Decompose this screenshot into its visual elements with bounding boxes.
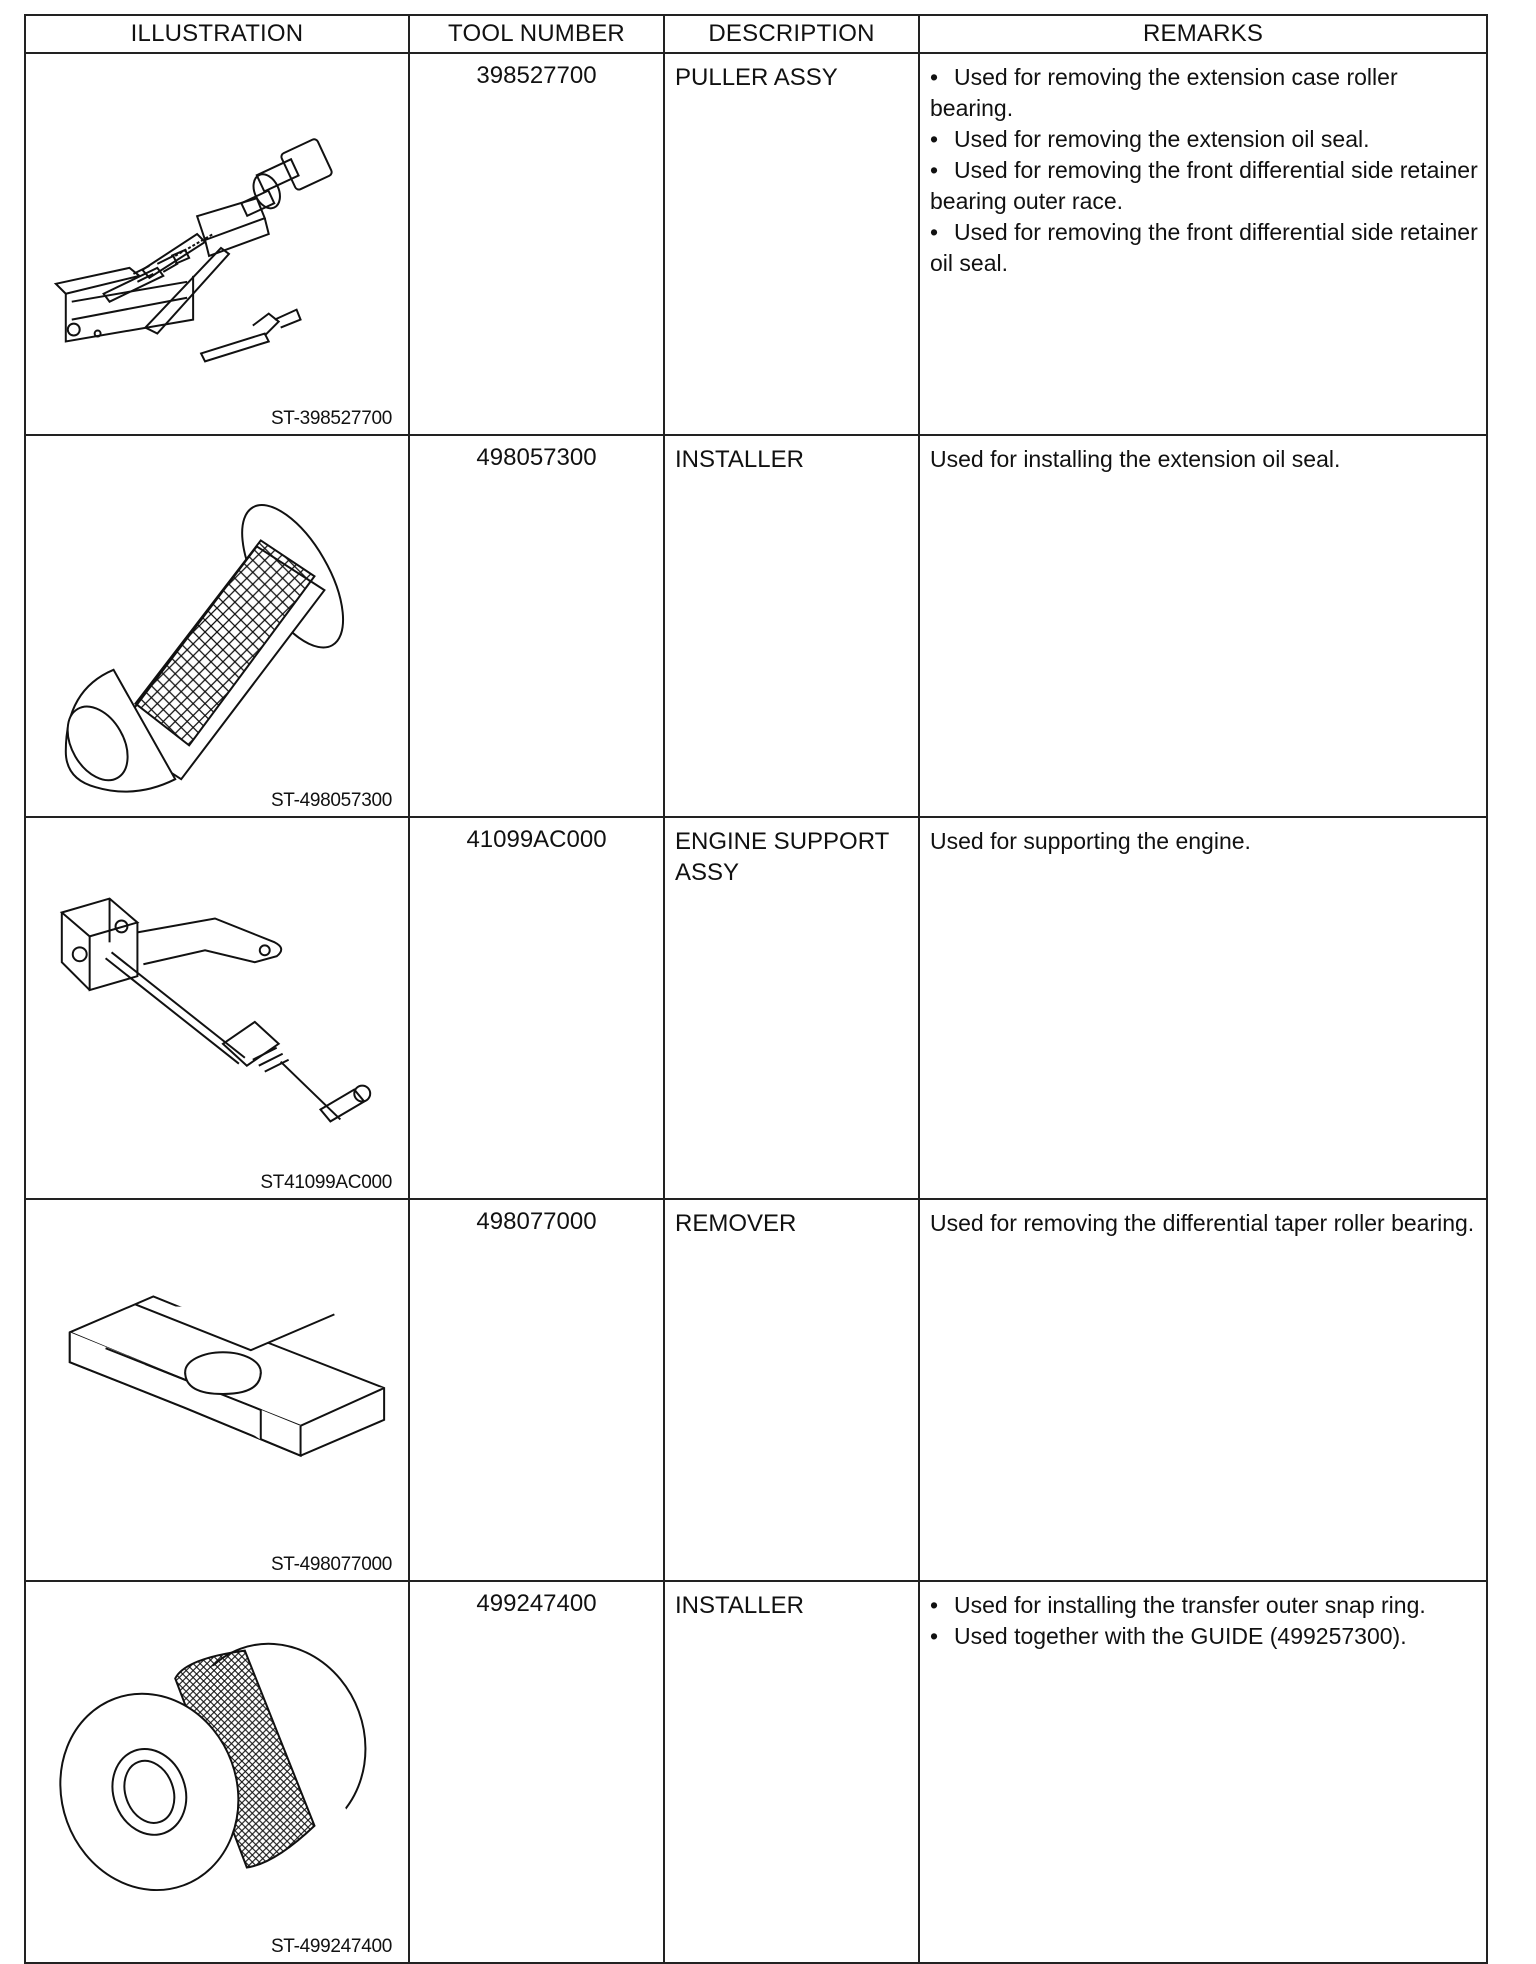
puller-assy-illustration [26,54,408,434]
tool-number-cell: 499247400 [409,1581,664,1963]
illustration-cell [25,53,409,435]
table-row [25,1581,1487,1963]
illustration-code: ST-498057300 [270,790,392,811]
description-cell: INSTALLER [664,1581,919,1963]
header-description: DESCRIPTION [664,15,919,53]
engine-support-illustration [26,818,408,1198]
header-illustration: ILLUSTRATION [25,15,409,53]
header-remarks: REMARKS [919,15,1487,53]
table-row [25,435,1487,817]
tool-number-cell: 498057300 [409,435,664,817]
illustration-cell [25,1581,409,1963]
illustration-code: ST-499247400 [270,1936,392,1957]
header-tool-number: TOOL NUMBER [409,15,664,53]
illustration-cell [25,435,409,817]
remarks-cell [919,1581,1487,1963]
illustration-code: ST-498077000 [270,1554,392,1575]
tool-number-cell: 41099AC000 [409,817,664,1199]
description-cell: REMOVER [664,1199,919,1581]
remarks-cell [919,53,1487,435]
remarks-cell: Used for supporting the engine. [919,817,1487,1199]
remark-item: • Used together with the GUIDE (499257300). [930,1623,1407,1649]
remark-item: • Used for removing the extension oil seal. [930,126,1370,152]
description-cell: PULLER ASSY [664,53,919,435]
table-row [25,817,1487,1199]
remark-item: • Used for removing the front differential side retainer bearing outer race. [930,157,1478,214]
table-row [25,1199,1487,1581]
installer-illustration [26,436,408,816]
remover-illustration [26,1200,408,1580]
special-tools-table [24,14,1488,1964]
description-cell: INSTALLER [664,435,919,817]
illustration-code: ST41099AC000 [260,1172,392,1193]
remark-item: • Used for removing the front differential side retainer oil seal. [930,219,1478,276]
remarks-cell: Used for installing the extension oil seal. [919,435,1487,817]
remark-item: • Used for installing the transfer outer snap ring. [930,1592,1426,1618]
remarks-cell: Used for removing the differential taper roller bearing. [919,1199,1487,1581]
illustration-code: ST-398527700 [270,408,392,429]
description-cell: ENGINE SUPPORT ASSY [664,817,919,1199]
snap-ring-installer-illustration [26,1582,408,1962]
table-row [25,53,1487,435]
illustration-cell [25,1199,409,1581]
remark-item: • Used for removing the extension case roller bearing. [930,64,1398,121]
illustration-cell [25,817,409,1199]
tool-number-cell: 398527700 [409,53,664,435]
header-row [25,15,1487,53]
tool-number-cell: 498077000 [409,1199,664,1581]
